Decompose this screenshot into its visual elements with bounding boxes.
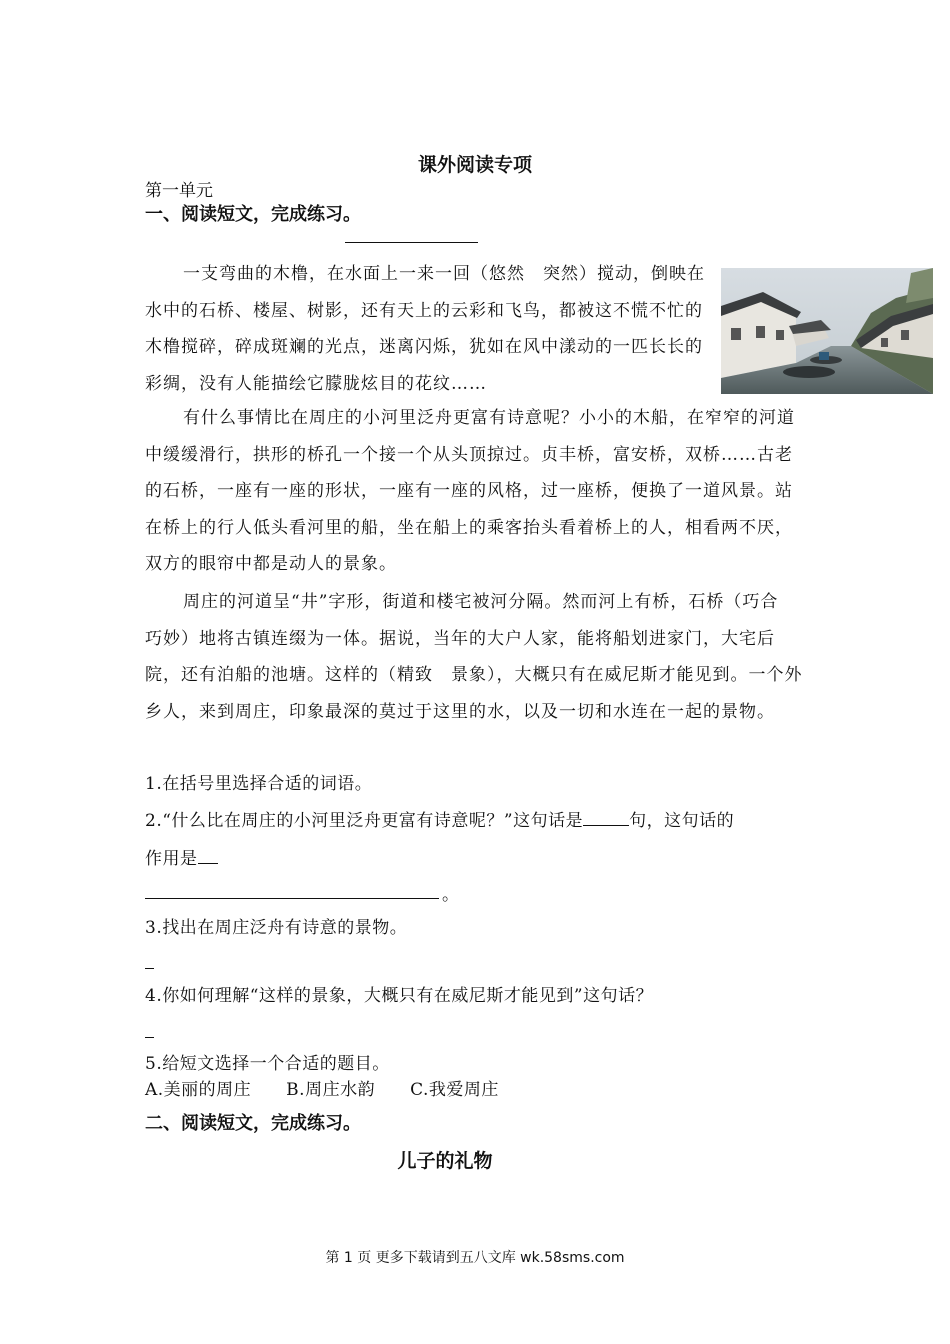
q2-period: 。 — [442, 885, 459, 905]
paragraph-3: 周庄的河道呈“井”字形，街道和楼宅被河分隔。然而河上有桥，石桥（巧合 巧妙）地将古镇连缀为一体。据说，当年的大户人家，能将船划进家门，大宅后院，还有泊船的池塘。这样的（精致 景象），大概只有在威尼斯才能见到。一个外乡人，来到周庄，印象最深的莫过于这里的水，以及一切和水连在一起的景物。 — [145, 592, 803, 722]
unit-label: 第一单元 — [145, 181, 213, 201]
page-title: 课外阅读专项 — [417, 154, 532, 176]
passage-2-title: 儿子的礼物 — [397, 1150, 493, 1172]
section-heading-1: 一、阅读短文，完成练习。 — [145, 204, 361, 225]
question-5-options: A.美丽的周庄 B.周庄水韵 C.我爱周庄 — [145, 1080, 499, 1100]
answer-blank-sentence-type[interactable] — [583, 807, 629, 826]
answer-line-q2[interactable] — [145, 898, 439, 899]
canal-photo — [721, 268, 933, 394]
question-5: 5.给短文选择一个合适的题目。 — [145, 1054, 390, 1074]
page-footer: 第 1 页 更多下载请到五八文库 wk.58sms.com — [325, 1250, 625, 1266]
question-1: 1.在括号里选择合适的词语。 — [145, 774, 373, 794]
answer-line-q3[interactable] — [145, 968, 154, 969]
passage-title-blank[interactable] — [345, 242, 478, 243]
answer-blank-function-start[interactable] — [198, 845, 218, 864]
answer-line-q4[interactable] — [145, 1037, 154, 1038]
section-heading-2: 二、阅读短文，完成练习。 — [145, 1113, 361, 1134]
question-2-continued: 作用是 — [145, 843, 807, 875]
question-3: 3.找出在周庄泛舟有诗意的景物。 — [145, 918, 408, 938]
question-2: 2.“什么比在周庄的小河里泛舟更富有诗意呢？”这句话是 句，这句话的 — [145, 805, 807, 837]
paragraph-2: 有什么事情比在周庄的小河里泛舟更富有诗意呢？小小的木船，在窄窄的河道中缓缓滑行，拱形的桥孔一个接一个从头顶掠过。贞丰桥，富安桥，双桥……古老的石桥，一座有一座的形状，一座有一座的风格，过一座桥，便换了一道风景。站在桥上的行人低头看河里的船，坐在船上的乘客抬头看着桥上的人，相看两不厌，双方的眼帘中都是动人的景象。 — [145, 408, 795, 574]
question-4: 4.你如何理解“这样的景象，大概只有在威尼斯才能见到”这句话？ — [145, 986, 654, 1006]
paragraph-1: 一支弯曲的木橹，在水面上一来一回（悠然 突然）搅动，倒映在水中的石桥、楼屋、树影，还有天上的云彩和飞鸟，都被这不慌不忙的木橹搅碎，碎成斑斓的光点，迷离闪烁，犹如在风中漾动的一匹长长的彩绸，没有人能描绘它朦胧炫目的花纹…… — [145, 264, 705, 394]
